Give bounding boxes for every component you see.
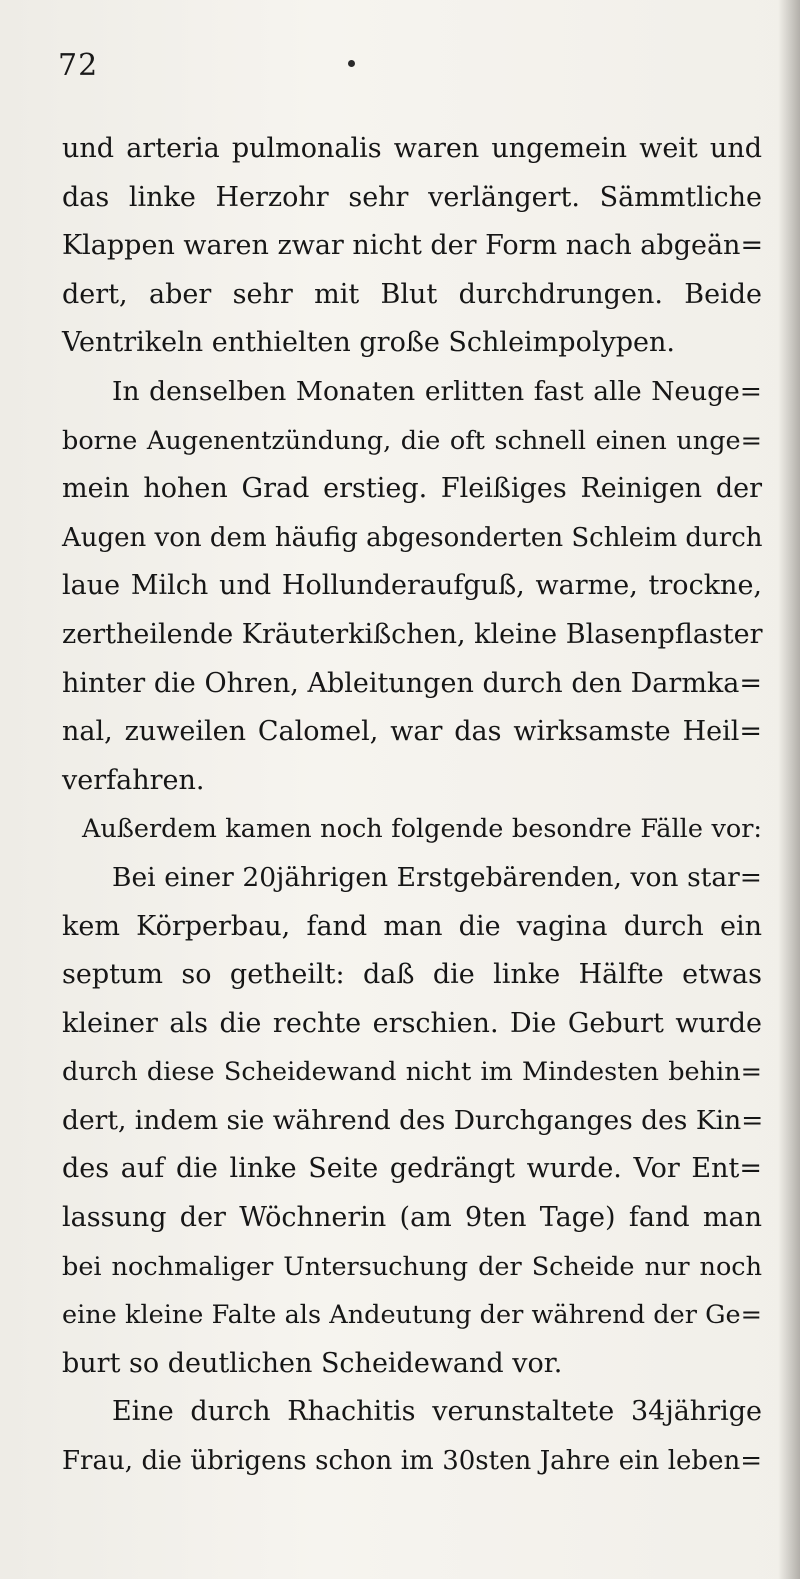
body-text (62, 125, 762, 1486)
text-line: Eine durch Rhachitis verunstaltete 34jährige (112, 1396, 762, 1428)
text-line: In denselben Monaten erlitten fast alle Neuge= (112, 375, 762, 407)
header-ornament (348, 60, 355, 67)
text-line: lassung der Wöchnerin (am 9ten Tage) fand man (62, 1202, 762, 1234)
text-line: dert, indem sie während des Durchganges des Kin= (62, 1104, 764, 1136)
text-line: Frau, die übrigens schon im 30sten Jahre ein leben= (62, 1446, 762, 1477)
text-line: Augen von dem häufig abgesonderten Schleim durch (62, 522, 763, 553)
text-line: das linke Herzohr sehr verlängert. Sämmtliche (62, 181, 762, 213)
text-line: mein hohen Grad erstieg. Fleißiges Reinigen der (62, 473, 762, 505)
text-line: zertheilende Kräuterkißchen, kleine Blasenpflaster (62, 618, 763, 650)
text-line: laue Milch und Hollunderaufguß, warme, trockne, (62, 570, 762, 602)
text-line: burt so deutlichen Scheidewand vor. (62, 1347, 563, 1379)
text-line: Außerdem kamen noch folgende besondre Fälle vor: (82, 814, 762, 845)
text-line: des auf die linke Seite gedrängt wurde. Vor Ent= (62, 1153, 762, 1185)
text-line: Ventrikeln enthielten große Schleimpolypen. (62, 327, 675, 359)
text-line: durch diese Scheidewand nicht im Mindesten behin= (62, 1057, 762, 1088)
text-line: hinter die Ohren, Ableitungen durch den Darmka= (62, 667, 762, 699)
text-line: nal, zuweilen Calomel, war das wirksamste Heil= (62, 716, 762, 748)
text-line: verfahren. (62, 764, 205, 796)
text-line: eine kleine Falte als Andeutung der während der Ge= (62, 1300, 762, 1331)
text-line: Klappen waren zwar nicht der Form nach abgeän= (62, 230, 764, 262)
text-line: kem Körperbau, fand man die vagina durch ein (62, 910, 762, 942)
text-line: und arteria pulmonalis waren ungemein weit und (62, 133, 762, 164)
text-line: bei nochmaliger Untersuchung der Scheide nur noch (62, 1251, 762, 1282)
text-line: Bei einer 20jährigen Erstgebärenden, von star= (112, 861, 762, 893)
text-line: septum so getheilt: daß die linke Hälfte etwas (62, 959, 762, 991)
text-line: dert, aber sehr mit Blut durchdrungen. Beide (62, 278, 762, 310)
text-line: borne Augenentzündung, die oft schnell einen unge= (62, 425, 762, 456)
page-number: 72 (58, 48, 99, 83)
text-line: kleiner als die rechte erschien. Die Geburt wurde (62, 1007, 762, 1039)
